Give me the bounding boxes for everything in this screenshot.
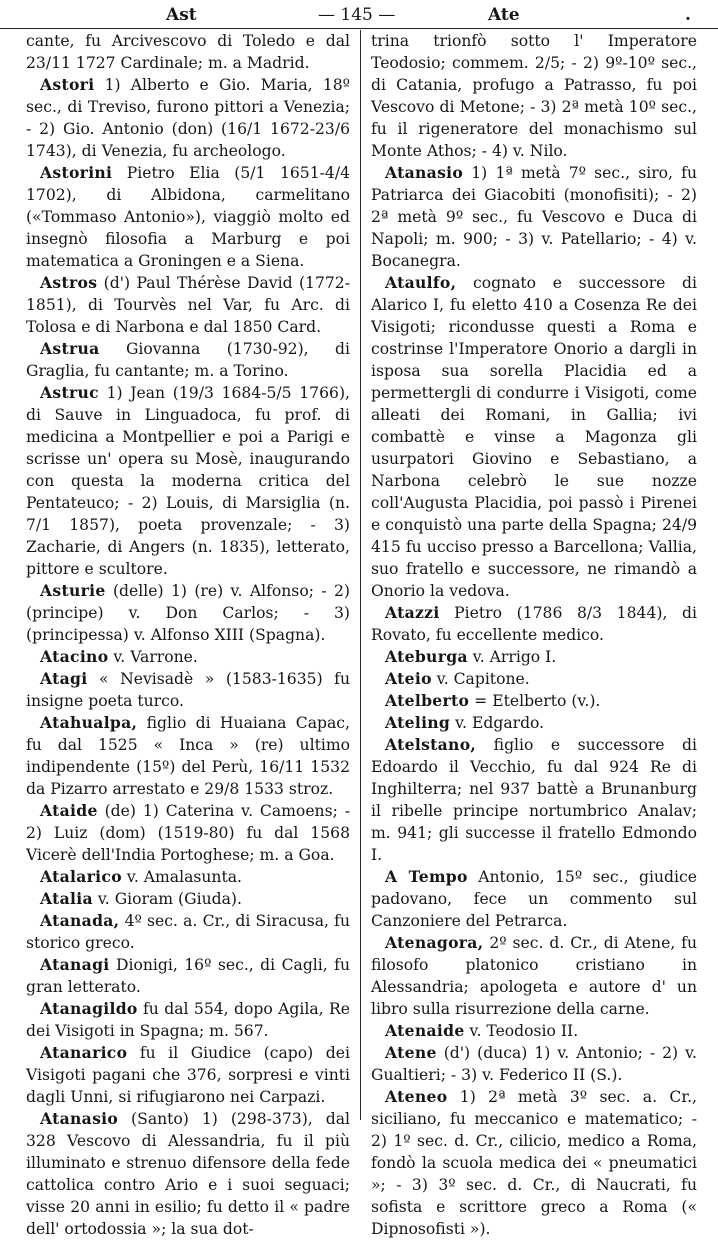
dictionary-entry bbox=[371, 646, 697, 668]
dictionary-entry bbox=[26, 580, 350, 646]
dictionary-entry bbox=[371, 30, 697, 162]
entry-headword: Atazzi bbox=[385, 603, 440, 622]
entry-headword: Astruc bbox=[40, 383, 99, 402]
entry-headword: Atanagildo bbox=[40, 999, 138, 1018]
dictionary-entry bbox=[26, 668, 350, 712]
entry-text: Dionigi, 16º sec., di Cagli, fu gran letterato. bbox=[26, 956, 350, 996]
right-column bbox=[371, 30, 697, 1238]
entry-headword: Ataide bbox=[40, 801, 98, 820]
dictionary-entry bbox=[371, 1020, 697, 1042]
dictionary-entry bbox=[26, 30, 350, 74]
entry-headword: Atelberto bbox=[385, 691, 470, 710]
dictionary-entry bbox=[371, 690, 697, 712]
entry-text: v. Gioram (Giuda). bbox=[92, 890, 242, 908]
entry-text: Antonio, 15º sec., giudice padovano, fece un commento sul Canzoniere del Petrarca. bbox=[371, 868, 697, 930]
entry-headword: Ateneo bbox=[385, 1087, 448, 1106]
entry-text: 2º sec. d. Cr., di Atene, fu filosofo platonico cristiano in Alessandria; apologeta e autore d' un libro sulla risurrezione della carne. bbox=[371, 934, 697, 1018]
entry-headword: Atene bbox=[385, 1043, 437, 1062]
entry-text: 1) 2ª metà 3º sec. a. Cr., siciliano, fu meccanico e matematico; - 2) 1º sec. d. Cr., cilicio, medico a Roma, fondò la scuola medica dei « pneumatici »; - 3) 3º sec. d. Cr., di Naucrati, fu sofista e scrittore greco a Roma (« Dipnosofisti »). bbox=[371, 1088, 697, 1238]
dictionary-entry bbox=[26, 888, 350, 910]
entry-headword: A Tempo bbox=[385, 867, 468, 886]
entry-text: (delle) 1) (re) v. Alfonso; - 2) (principe) v. Don Carlos; - 3) (principessa) v. Alfonso XIII (Spagna). bbox=[26, 582, 350, 644]
entry-text: v. Amalasunta. bbox=[121, 868, 242, 886]
entry-headword: Atanarico bbox=[40, 1043, 128, 1062]
left-column bbox=[26, 30, 350, 1238]
entry-text: 1) Jean (19/3 1684-5/5 1766), di Sauve in Linguadoca, fu prof. di medicina a Montpellier e poi a Parigi e scrisse un' opera su Mosè, inaugurando con questa la moderna critica del Pentateuco; - 2) Louis, di Marsiglia (n. 7/1 1857), poeta provenzale; - 3) Zacharie, di Angers (n. 1835), letterato, pittore e scultore. bbox=[26, 384, 350, 578]
entry-headword: Atanasio bbox=[385, 163, 464, 182]
header-right-guide-word: Ate bbox=[488, 5, 520, 25]
dictionary-entry bbox=[371, 1042, 697, 1086]
entry-text: fu il Giudice (capo) dei Visigoti pagani che 376, sorpresi e vinti dagli Unni, si rifugiarono nei Carpazi. bbox=[26, 1044, 350, 1106]
dictionary-entry bbox=[26, 162, 350, 272]
entry-headword: Atacino bbox=[40, 647, 109, 666]
dictionary-entry bbox=[26, 800, 350, 866]
entry-headword: Asturie bbox=[40, 581, 106, 600]
dictionary-entry bbox=[26, 74, 350, 162]
entry-headword: Atanagi bbox=[40, 955, 110, 974]
dictionary-entry bbox=[371, 1086, 697, 1240]
running-header bbox=[0, 2, 718, 29]
dictionary-entry bbox=[26, 954, 350, 998]
entry-headword: Ateburga bbox=[385, 647, 468, 666]
entry-text: (Santo) 1) (298-373), dal 328 Vescovo di Alessandria, fu il più illuminato e strenuo difensore della fede cattolica contro Ario e i suoi seguaci; visse 20 anni in esilio; fu detto il « padre dell' ortodossia »; la sua dot- bbox=[26, 1110, 350, 1238]
dictionary-entry bbox=[371, 668, 697, 690]
entry-text: figlio di Huaiana Capac, fu dal 1525 « Inca » (re) ultimo indipendente (15º) del Perù, 16/11 1532 da Pizarro arrestato e 29/8 1533 stroz. bbox=[26, 714, 350, 798]
entry-text: 1) 1ª metà 7º sec., siro, fu Patriarca dei Giacobiti (monofisiti); - 2) 2ª metà 9º sec., fu Vescovo e Duca di Napoli; m. 900; - 3) v. Patellario; - 4) v. Bocanegra. bbox=[371, 164, 697, 270]
dictionary-entry bbox=[371, 272, 697, 602]
entry-headword: Atenagora, bbox=[385, 933, 484, 952]
entry-text: Pietro (1786 8/3 1844), di Rovato, fu eccellente medico. bbox=[371, 604, 697, 644]
entry-text: figlio e successore di Edoardo il Vecchio, fu dal 924 Re di Inghilterra; nel 937 battè a Brunanburg il ribelle principe nortumbrico Analav; m. 941; gli successe il fratello Edmondo I. bbox=[371, 736, 697, 864]
entry-headword: Atalarico bbox=[40, 867, 122, 886]
entry-text: (d') Paul Thérèse David (1772-1851), di Tourvès nel Var, fu Arc. di Tolosa e di Narbona e dal 1850 Card. bbox=[26, 274, 350, 336]
dictionary-entry bbox=[26, 272, 350, 338]
entry-text: Giovanna (1730-92), di Graglia, fu cantante; m. a Torino. bbox=[26, 340, 350, 380]
dictionary-entry bbox=[26, 910, 350, 954]
page-number: — 145 — bbox=[318, 5, 396, 25]
entry-headword: Astorini bbox=[40, 163, 113, 182]
entry-text: v. Varrone. bbox=[108, 648, 198, 666]
entry-text: Pietro Elia (5/1 1651-4/4 1702), di Albidona, carmelitano («Tommaso Antonio»), viaggiò molto ed insegnò filosofia a Marburg e poi matematica a Groningen e a Siena. bbox=[26, 164, 350, 270]
entry-text: v. Arrigo I. bbox=[467, 648, 557, 666]
dictionary-entry bbox=[371, 602, 697, 646]
dictionary-entry bbox=[26, 382, 350, 580]
dictionary-entry bbox=[26, 998, 350, 1042]
entry-headword: Atalia bbox=[40, 889, 93, 908]
entry-text: cognato e successore di Alarico I, fu eletto 410 a Cosenza Re dei Visigoti; ricondusse questi a Roma e costrinse l'Imperatore Onorio a dargli in isposa sua sorella Placidia ed a permettergli di condurre i Visigoti, come alleati dei Romani, in Gallia; ivi combattè e vinse a Magonza gli usurpatori Giovino e Sebastiano, a Narbona celebrò le sue nozze coll'Augusta Placidia, poi passò i Pirenei e conquistò una parte della Spagna; 24/9 415 fu ucciso presso a Barcellona; Vallia, suo fratello e successore, ne rimandò a Onorio la vedova. bbox=[371, 274, 697, 600]
entry-headword: Astori bbox=[40, 75, 95, 94]
entry-text: fu dal 554, dopo Agila, Re dei Visigoti in Spagna; m. 567. bbox=[26, 1000, 350, 1040]
dictionary-entry bbox=[371, 162, 697, 272]
entry-headword: Atenaide bbox=[385, 1021, 465, 1040]
entry-text: v. Teodosio II. bbox=[464, 1022, 579, 1040]
entry-headword: Atanasio bbox=[40, 1109, 119, 1128]
header-left-guide-word: Ast bbox=[166, 5, 197, 25]
entry-headword: Astros bbox=[40, 273, 98, 292]
dictionary-entry bbox=[371, 712, 697, 734]
entry-text: v. Edgardo. bbox=[450, 714, 545, 732]
entry-text: trina trionfò sotto l' Imperatore Teodosio; commem. 2/5; - 2) 9º-10º sec., di Catania, profugo a Patrasso, fu poi Vescovo di Metone; - 3) 2ª metà 10º sec., fu il rigeneratore del monachismo sul Monte Athos; - 4) v. Nilo. bbox=[371, 32, 697, 160]
entry-headword: Ataulfo, bbox=[385, 273, 457, 292]
dictionary-entry bbox=[371, 866, 697, 932]
dictionary-entry bbox=[371, 734, 697, 866]
entry-text: v. Capitone. bbox=[431, 670, 530, 688]
entry-headword: Atelstano, bbox=[385, 735, 477, 754]
header-mark: . bbox=[685, 5, 691, 25]
entry-text: = Etelberto (v.). bbox=[469, 692, 601, 710]
dictionary-entry bbox=[26, 866, 350, 888]
dictionary-entry bbox=[26, 338, 350, 382]
entry-text: 4º sec. a. Cr., di Siracusa, fu storico greco. bbox=[26, 912, 350, 952]
dictionary-entry bbox=[371, 932, 697, 1020]
entry-text: cante, fu Arcivescovo di Toledo e dal 23/11 1727 Cardinale; m. a Madrid. bbox=[26, 32, 350, 72]
dictionary-entry bbox=[26, 1108, 350, 1240]
entry-headword: Ateling bbox=[385, 713, 451, 732]
entry-headword: Atahualpa, bbox=[40, 713, 138, 732]
entry-text: « Nevisadè » (1583-1635) fu insigne poeta turco. bbox=[26, 670, 350, 710]
entry-text: (de) 1) Caterina v. Camoens; - 2) Luiz (dom) (1519-80) fu dal 1568 Vicerè dell'India Portoghese; m. a Goa. bbox=[26, 802, 350, 864]
entry-headword: Atanada, bbox=[40, 911, 120, 930]
entry-headword: Atagi bbox=[40, 669, 88, 688]
entry-headword: Ateio bbox=[385, 669, 432, 688]
dictionary-entry bbox=[26, 712, 350, 800]
entry-text: 1) Alberto e Gio. Maria, 18º sec., di Treviso, furono pittori a Venezia; - 2) Gio. Antonio (don) (16/1 1672-23/6 1743), di Venezia, fu archeologo. bbox=[26, 76, 350, 160]
entry-headword: Astrua bbox=[40, 339, 100, 358]
dictionary-entry bbox=[26, 1042, 350, 1108]
dictionary-entry bbox=[26, 646, 350, 668]
entry-text: (d') (duca) 1) v. Antonio; - 2) v. Gualtieri; - 3) v. Federico II (S.). bbox=[371, 1044, 697, 1084]
column-divider bbox=[360, 30, 361, 1120]
